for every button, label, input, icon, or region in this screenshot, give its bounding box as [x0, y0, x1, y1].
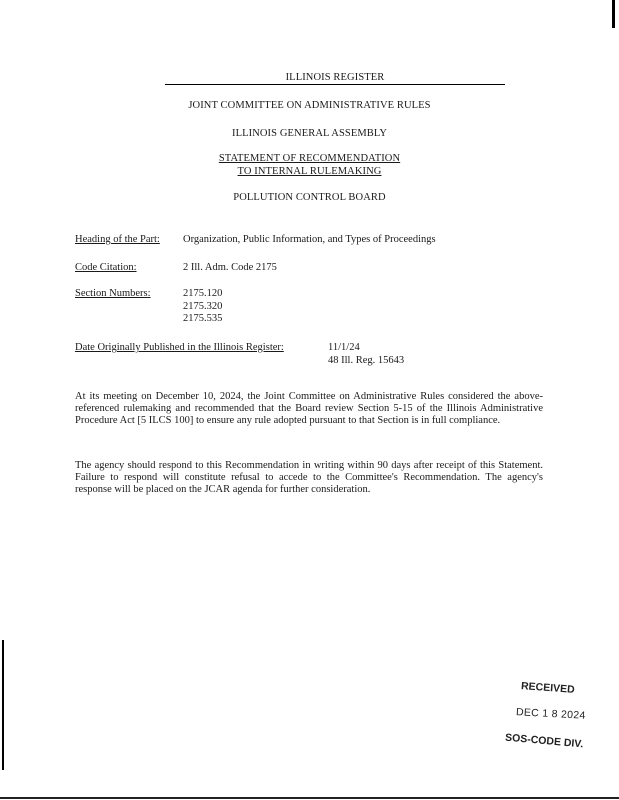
board-title: POLLUTION CONTROL BOARD	[233, 192, 386, 203]
section-number: 2175.320	[183, 300, 223, 312]
code-citation-label: Code Citation:	[75, 262, 137, 273]
scan-edge-left	[2, 640, 4, 770]
section-numbers-list	[183, 288, 222, 326]
statement-title-line-1: STATEMENT OF RECOMMENDATION	[218, 153, 401, 164]
committee-title: JOINT COMMITTEE ON ADMINISTRATIVE RULES	[188, 100, 431, 111]
assembly-title: ILLINOIS GENERAL ASSEMBLY	[231, 128, 388, 139]
scan-edge-bottom	[0, 797, 619, 799]
heading-value: Organization, Public Information, and Types of Proceedings	[183, 234, 436, 245]
heading-label: Heading of the Part:	[75, 234, 160, 245]
section-number: 2175.535	[183, 313, 223, 324]
statement-title	[0, 152, 619, 178]
body-paragraph-1: At its meeting on December 10, 2024, the Joint Committee on Administrative Rules considered the above-referenced rulemaking and recommended that the Board review Section 5-15 of the Illinois Administrative Procedure Act [5 ILCS 100] to ensure any rule adopted pursuant to that Section is in full compliance.	[75, 390, 543, 427]
body-paragraph-2: The agency should respond to this Recommendation in writing within 90 days after receipt of this Statement. Failure to respond will constitute refusal to accede to the Committee's Recommendation. The agency's response will be placed on the JCAR agenda for further consideration.	[75, 459, 543, 496]
date-published-date: 11/1/24	[328, 342, 360, 353]
received-stamp-label: RECEIVED	[520, 680, 576, 696]
scan-edge-right	[612, 0, 615, 28]
date-published-register: 48 Ill. Reg. 15643	[328, 354, 405, 366]
date-published-label: Date Originally Published in the Illinois Register:	[75, 342, 284, 353]
date-published-values	[328, 342, 404, 367]
register-title: ILLINOIS REGISTER	[165, 72, 505, 85]
section-number: 2175.120	[183, 288, 223, 299]
statement-title-line-2: TO INTERNAL RULEMAKING	[237, 166, 382, 177]
received-stamp-office: SOS-CODE DIV.	[504, 731, 584, 751]
code-citation-value: 2 Ill. Adm. Code 2175	[183, 262, 277, 273]
section-numbers-label: Section Numbers:	[75, 288, 151, 299]
received-stamp-date: DEC 1 8 2024	[515, 706, 586, 722]
